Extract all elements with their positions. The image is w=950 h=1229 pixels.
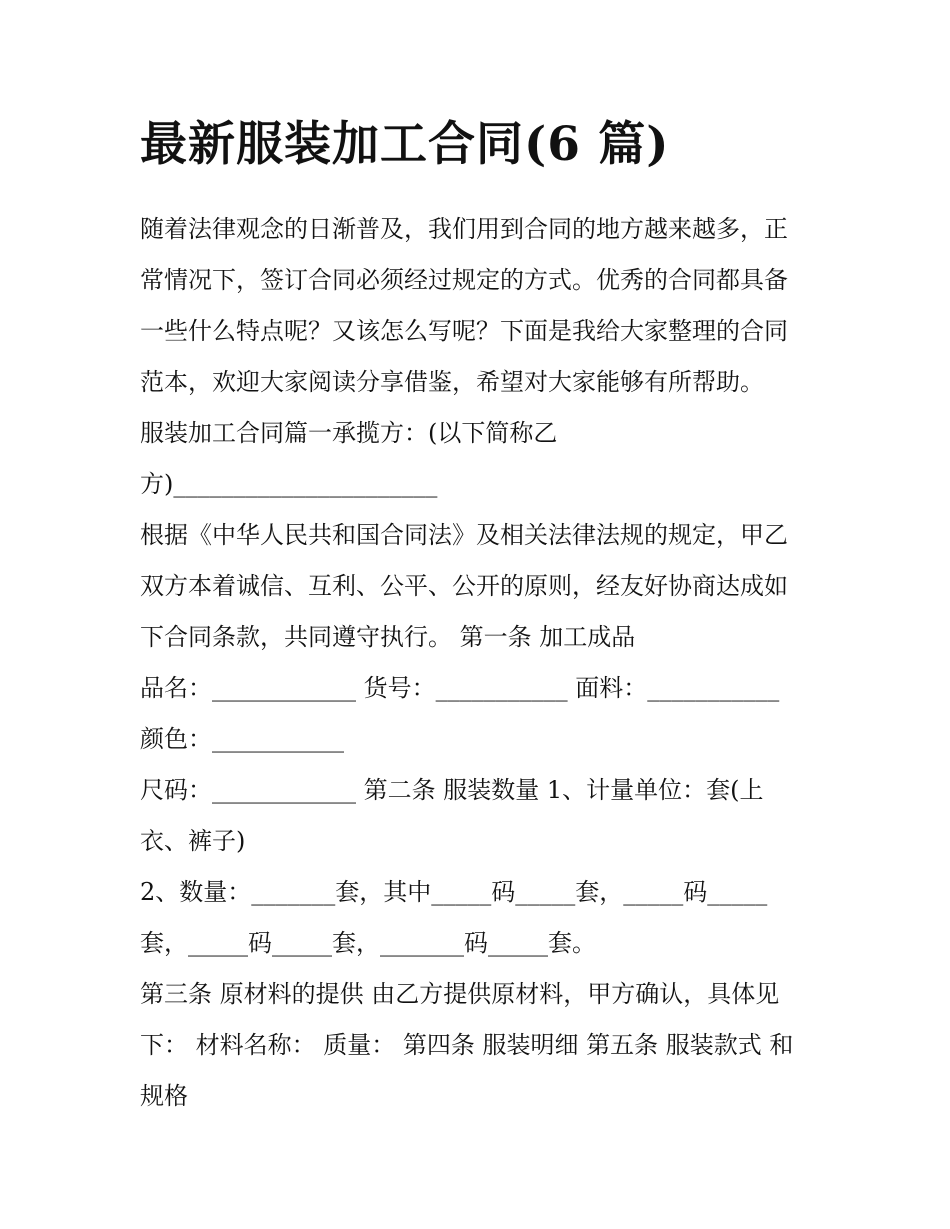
- paragraph-line-7: 根据《中华人民共和国合同法》及相关法律法规的规定，甲乙: [140, 521, 788, 549]
- paragraph-line-16: 第三条 原材料的提供 由乙方提供原材料，甲方确认，具体见: [140, 980, 780, 1008]
- paragraph-line-15: 套，_____码_____套，_______码_____套。: [140, 929, 596, 957]
- document-page: [140, 110, 820, 1122]
- document-title: 最新服装加工合同(6 篇): [140, 117, 670, 172]
- paragraph-line-3: 一些什么特点呢？又该怎么写呢？下面是我给大家整理的合同: [140, 317, 788, 345]
- paragraph-line-14: 2、数量：_______套，其中_____码_____套，_____码_____: [140, 878, 768, 906]
- paragraph-line-2: 常情况下，签订合同必须经过规定的方式。优秀的合同都具备: [140, 266, 788, 294]
- paragraph-line-9: 下合同条款，共同遵守执行。 第一条 加工成品: [140, 623, 636, 651]
- paragraph-line-13: 衣、裤子): [140, 827, 246, 855]
- paragraph-line-12: 尺码：____________ 第二条 服装数量 1、计量单位：套(上: [140, 776, 764, 804]
- paragraph-line-11: 颜色：___________: [140, 725, 344, 753]
- paragraph-line-10: 品名：____________ 货号：___________ 面料：___________: [140, 674, 780, 702]
- paragraph-line-1: 随着法律观念的日渐普及，我们用到合同的地方越来越多，正: [140, 215, 788, 243]
- paragraph-line-8: 双方本着诚信、互利、公平、公开的原则，经友好协商达成如: [140, 572, 788, 600]
- paragraph-line-18: 规格: [140, 1082, 188, 1110]
- paragraph-line-6: 方)______________________: [140, 470, 438, 498]
- paragraph-line-17: 下： 材料名称： 质量： 第四条 服装明细 第五条 服装款式 和: [140, 1031, 794, 1059]
- paragraph-line-4: 范本，欢迎大家阅读分享借鉴，希望对大家能够有所帮助。: [140, 368, 764, 396]
- paragraph-line-5: 服装加工合同篇一承揽方：(以下简称乙: [140, 419, 558, 447]
